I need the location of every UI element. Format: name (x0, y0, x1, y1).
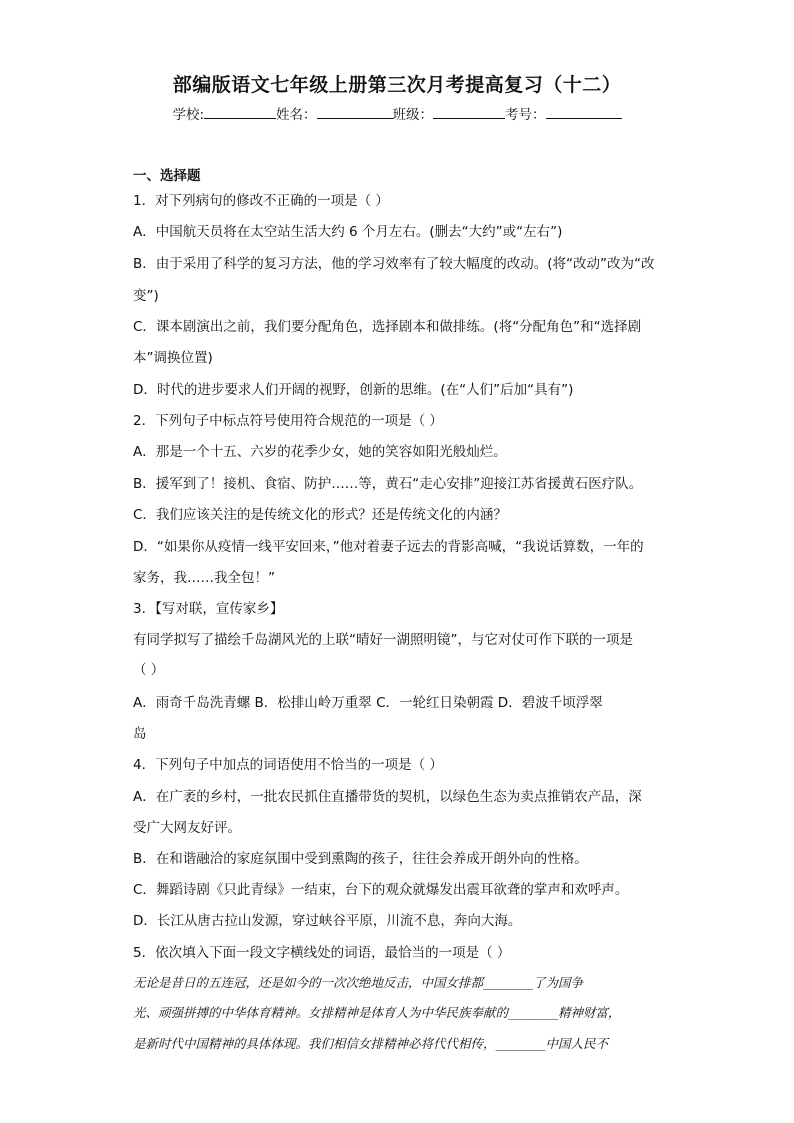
q1-option-a: A．中国航天员将在太空站生活大约 6 个月左右。(删去“大约”或“左右”) (133, 224, 563, 240)
q5-passage-line-3: 是新时代中国精神的具体体现。我们相信女排精神必将代代相传，________中国人民不 (133, 1036, 609, 1051)
name-label: 姓名： (276, 107, 317, 123)
q1-option-b: B．由于采用了科学的复习方法，他的学习效率有了较大幅度的改动。(将“改动”改为“改 (133, 256, 655, 272)
page-title: 部编版语文七年级上册第三次月考提高复习（十二） (172, 74, 622, 96)
q4-option-c: C．舞蹈诗剧《只此青绿》一结束，台下的观众就爆发出震耳欲聋的掌声和欢呼声。 (133, 882, 629, 898)
exam-no-field[interactable] (546, 104, 622, 119)
q3-stem: 有同学拟写了描绘千岛湖风光的上联“晴好一湖照明镜”，与它对仗可作下联的一项是 (133, 632, 633, 648)
q5-passage-line-2: 光、顽强拼搏的中华体育精神。女排精神是体育人为中华民族奉献的________精神财富， (133, 1005, 621, 1020)
section-heading: 一、选择题 (133, 168, 201, 184)
q3-options-cont: 岛 (133, 726, 147, 742)
q2-option-b: B．援军到了！接机、食宿、防护……等，黄石“走心安排”迎接江苏省援黄石医疗队。 (133, 476, 643, 492)
q1-option-c-cont: 本”调换位置) (133, 350, 213, 366)
q4-option-b: B．在和谐融洽的家庭氛围中受到熏陶的孩子，往往会养成开朗外向的性格。 (133, 851, 588, 867)
q2-option-d: D．“如果你从疫情一线平安回来，”他对着妻子远去的背影高喊，“我说话算数，一年的 (133, 539, 644, 555)
q5-stem: 5．依次填入下面一段文字横线处的词语，最恰当的一项是（ ） (133, 945, 511, 961)
q4-option-d: D．长江从唐古拉山发源，穿过峡谷平原，川流不息，奔向大海。 (133, 913, 522, 929)
q2-option-a: A．那是一个十五、六岁的花季少女，她的笑容如阳光般灿烂。 (133, 444, 507, 460)
q3-stem-cont: （ ） (133, 662, 165, 678)
q2-option-c: C．我们应该关注的是传统文化的形式？还是传统文化的内涵？ (133, 507, 507, 523)
exam-no-label: 考号： (505, 107, 546, 123)
q4-option-a: A．在广袤的乡村，一批农民抓住直播带货的契机，以绿色生态为卖点推销农产品，深 (133, 789, 642, 805)
class-label: 班级： (392, 107, 434, 123)
q3-topic: 3．【写对联，宣传家乡】 (133, 601, 284, 617)
q1-option-d: D．时代的进步要求人们开阔的视野，创新的思维。(在“人们”后加“具有”) (133, 382, 574, 398)
q2-stem: 2．下列句子中标点符号使用符合规范的一项是（ ） (133, 413, 443, 429)
q4-option-a-cont: 受广大网友好评。 (133, 820, 241, 836)
school-label: 学校: (172, 107, 205, 123)
q5-passage-line-1: 无论是昔日的五连冠，还是如今的一次次绝地反击，中国女排都________了为国争 (133, 975, 584, 990)
class-field[interactable] (433, 104, 505, 119)
q1-option-b-cont: 变”) (133, 288, 159, 304)
school-field[interactable] (204, 104, 276, 119)
student-info-row (0, 103, 794, 123)
q1-option-c: C．课本剧演出之前，我们要分配角色，选择剧本和做排练。(将“分配角色”和“选择剧 (133, 319, 642, 335)
q4-stem: 4．下列句子中加点的词语使用不恰当的一项是（ ） (133, 757, 443, 773)
q1-stem: 1．对下列病句的修改不正确的一项是（ ） (133, 193, 389, 209)
q3-options: A．雨奇千岛洗青螺 B．松排山岭万重翠 C．一轮红日染朝霞 D．碧波千顷浮翠 (133, 695, 603, 711)
name-field[interactable] (317, 104, 393, 119)
q2-option-d-cont: 家务，我……我全包！” (133, 570, 275, 586)
